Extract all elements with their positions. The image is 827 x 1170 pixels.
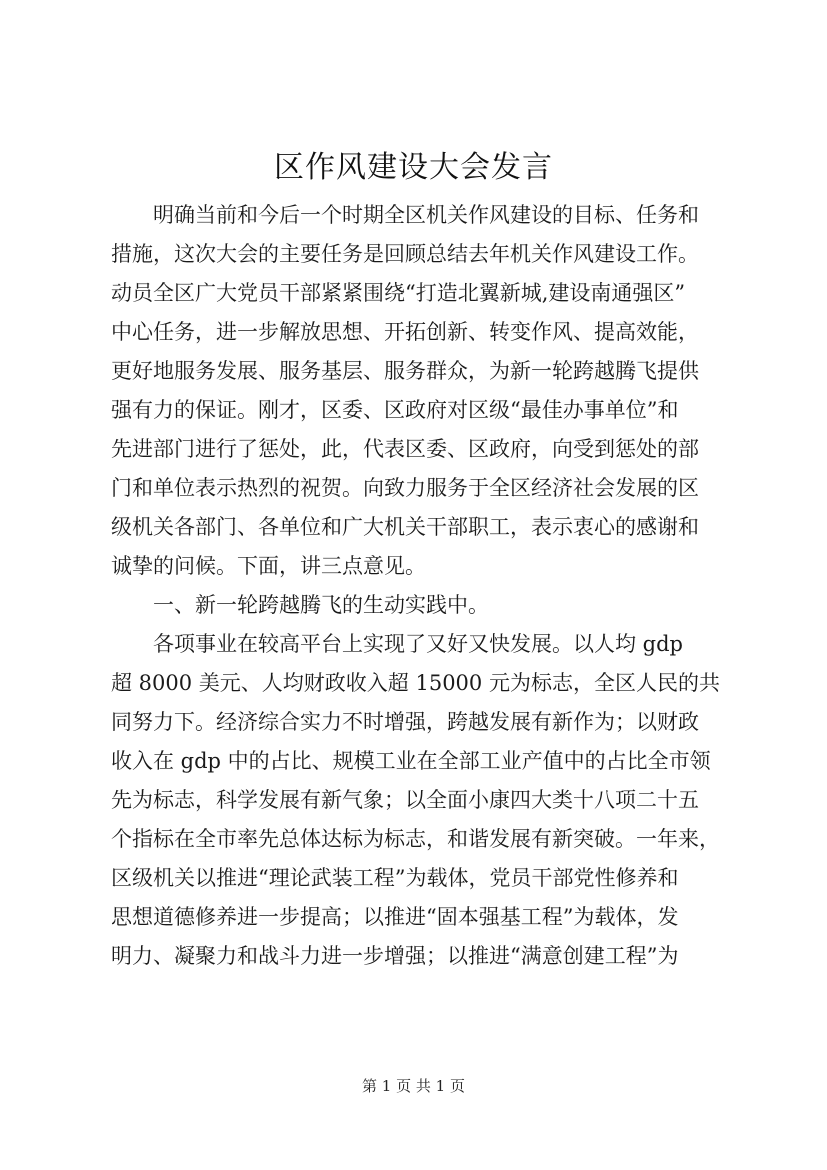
paragraph-line: 各项事业在较高平台上实现了又好又快发展。以人均 gdp	[153, 632, 684, 656]
paragraph-line: 级机关各部门、各单位和广大机关干部职工，表示衷心的感谢和	[111, 515, 699, 539]
paragraph-line: 明力、凝聚力和战斗力进一步增强；以推进“满意创建工程”为	[111, 944, 679, 968]
paragraph-line: 门和单位表示热烈的祝贺。向致力服务于全区经济社会发展的区	[111, 476, 699, 500]
document-body	[111, 196, 741, 976]
paragraph-line: 中心任务，进一步解放思想、开拓创新、转变作风、提高效能，	[111, 320, 699, 344]
page-footer: 第 1 页 共 1 页	[362, 1077, 465, 1095]
paragraph-line: 收入在 gdp 中的占比、规模工业在全部工业产值中的占比全市领	[111, 749, 711, 773]
paragraph-line: 明确当前和今后一个时期全区机关作风建设的目标、任务和	[153, 203, 699, 227]
paragraph-line: 更好地服务发展、服务基层、服务群众，为新一轮跨越腾飞提供	[111, 359, 699, 383]
paragraph-line: 先进部门进行了惩处，此，代表区委、区政府，向受到惩处的部	[111, 437, 699, 461]
paragraph-line: 诚挚的问候。下面，讲三点意见。	[111, 554, 426, 578]
paragraph-line: 强有力的保证。刚才，区委、区政府对区级“最佳办事单位”和	[111, 398, 679, 422]
paragraph-line: 个指标在全市率先总体达标为标志，和谐发展有新突破。一年来，	[111, 827, 720, 851]
section-heading: 一、新一轮跨越腾飞的生动实践中。	[153, 593, 489, 617]
paragraph-line: 先为标志，科学发展有新气象；以全面小康四大类十八项二十五	[111, 788, 699, 812]
paragraph-line: 同努力下。经济综合实力不时增强，跨越发展有新作为；以财政	[111, 710, 699, 734]
paragraph-line: 区级机关以推进“理论武装工程”为载体，党员干部党性修养和	[111, 866, 679, 890]
paragraph-line: 动员全区广大党员干部紧紧围绕“打造北翼新城,建设南通强区”	[111, 281, 686, 305]
paragraph-line: 思想道德修养进一步提高；以推进“固本强基工程”为载体，发	[111, 905, 679, 929]
document-title: 区作风建设大会发言	[274, 150, 553, 185]
paragraph-line: 措施，这次大会的主要任务是回顾总结去年机关作风建设工作。	[111, 242, 699, 266]
paragraph-line: 超 8000 美元、人均财政收入超 15000 元为标志，全区人民的共	[111, 671, 720, 695]
